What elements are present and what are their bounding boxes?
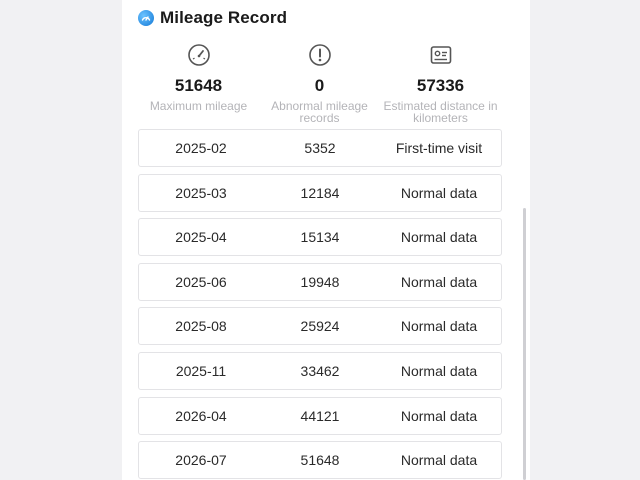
record-date: 2025-02 [175, 140, 227, 156]
vertical-scrollbar[interactable] [523, 208, 526, 480]
record-date: 2026-04 [175, 408, 227, 424]
stats-summary [138, 44, 502, 128]
stat-maximum-mileage [138, 44, 259, 112]
speedometer-icon [138, 10, 154, 26]
record-mileage: 44121 [300, 408, 340, 424]
record-row[interactable] [138, 218, 502, 256]
record-date: 2025-04 [175, 229, 227, 245]
record-mileage: 51648 [300, 452, 340, 468]
record-row[interactable] [138, 129, 502, 167]
record-mileage: 15134 [300, 229, 340, 245]
gauge-icon [187, 43, 211, 72]
stat-label: Estimated distance in kilometers [383, 99, 498, 125]
stat-estimated-distance [380, 44, 501, 124]
record-mileage: 19948 [300, 274, 340, 290]
record-status: First-time visit [395, 140, 483, 156]
record-status: Normal data [400, 318, 478, 334]
record-status: Normal data [400, 363, 478, 379]
record-status: Normal data [400, 452, 478, 468]
record-status: Normal data [400, 185, 478, 201]
record-mileage: 33462 [300, 363, 340, 379]
record-status: Normal data [400, 274, 478, 290]
section-title: Mileage Record [160, 8, 288, 27]
record-mileage: 5352 [304, 140, 336, 156]
record-mileage: 12184 [300, 185, 340, 201]
record-date: 2025-03 [175, 185, 227, 201]
record-row[interactable] [138, 441, 502, 479]
record-status: Normal data [400, 229, 478, 245]
record-row[interactable] [138, 174, 502, 212]
record-mileage: 25924 [300, 318, 340, 334]
stat-value: 0 [314, 76, 325, 95]
section-header [138, 7, 287, 29]
record-date: 2025-08 [175, 318, 227, 334]
stat-label: Abnormal mileage records [271, 99, 368, 125]
mileage-record-card [122, 0, 530, 480]
alert-circle-icon [308, 43, 332, 72]
record-row[interactable] [138, 397, 502, 435]
stat-label: Maximum mileage [149, 99, 248, 113]
id-card-icon [429, 43, 453, 72]
stat-value: 51648 [174, 76, 223, 95]
record-row[interactable] [138, 307, 502, 345]
stat-value: 57336 [416, 76, 465, 95]
record-row[interactable] [138, 352, 502, 390]
record-date: 2025-06 [175, 274, 227, 290]
record-date: 2026-07 [175, 452, 227, 468]
record-status: Normal data [400, 408, 478, 424]
record-date: 2025-11 [175, 363, 227, 379]
record-row[interactable] [138, 263, 502, 301]
stat-abnormal-records [259, 44, 380, 124]
